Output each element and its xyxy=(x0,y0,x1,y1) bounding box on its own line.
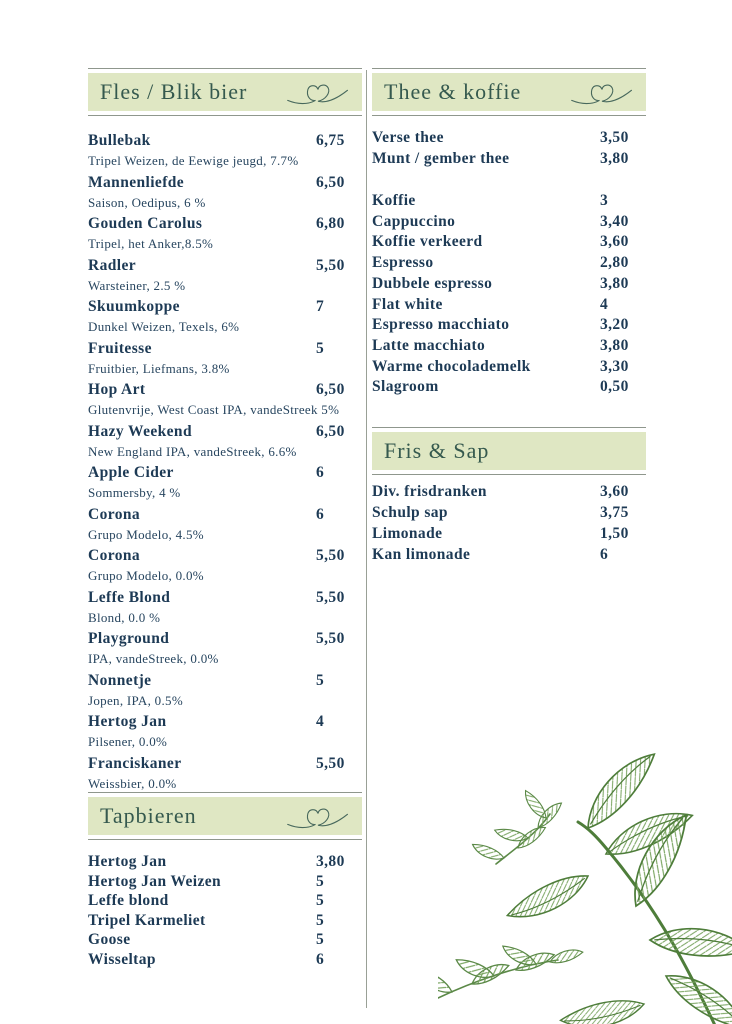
item-price: 6,75 xyxy=(316,132,345,149)
item-name: Kan limonade xyxy=(372,546,471,563)
item-name: Verse thee xyxy=(372,129,444,146)
menu-item xyxy=(372,523,646,544)
item-name: Koffie xyxy=(372,192,416,209)
menu-item xyxy=(88,421,364,462)
menu-item xyxy=(372,357,646,378)
heart-doodle-icon xyxy=(286,801,350,831)
list-fris-sap xyxy=(372,481,646,565)
menu-item xyxy=(88,930,364,950)
section-title-fris-sap: Fris & Sap xyxy=(384,438,490,463)
item-price: 1,50 xyxy=(600,525,629,542)
item-price: 5,50 xyxy=(316,256,345,274)
menu-item xyxy=(88,172,364,213)
item-description: Weissbier, 0.0% xyxy=(88,775,177,791)
item-price: 3,40 xyxy=(600,212,629,230)
item-price: 3,80 xyxy=(600,149,629,167)
item-price: 5 xyxy=(316,872,325,890)
item-price: 0,50 xyxy=(600,378,629,396)
item-name: Corona xyxy=(88,547,141,564)
item-price: 3,80 xyxy=(600,274,629,292)
item-name: Bullebak xyxy=(88,132,151,149)
heart-doodle-icon xyxy=(570,77,634,107)
item-description: Saison, Oedipus, 6 % xyxy=(88,194,206,210)
menu-item xyxy=(88,911,364,931)
item-price: 4 xyxy=(316,713,325,730)
menu-item xyxy=(372,502,646,523)
menu-item xyxy=(88,338,364,379)
item-price: 6 xyxy=(600,546,609,563)
item-price: 7 xyxy=(316,298,325,315)
section-header-tapbieren xyxy=(88,792,362,840)
menu-item xyxy=(88,255,364,296)
item-name: Slagroom xyxy=(372,378,439,396)
menu-item xyxy=(88,711,364,752)
menu-item xyxy=(88,504,364,545)
menu-item xyxy=(88,628,364,669)
item-description: IPA, vandeStreek, 0.0% xyxy=(88,651,219,666)
item-price: 3,30 xyxy=(600,357,629,375)
item-name: Hertog Jan xyxy=(88,713,167,730)
menu-item xyxy=(88,753,364,794)
item-name: Espresso xyxy=(372,254,434,272)
item-name: Hop Art xyxy=(88,381,146,398)
menu-item xyxy=(88,130,364,171)
menu-item xyxy=(88,296,364,337)
item-name: Playground xyxy=(88,630,170,647)
item-name: Gouden Carolus xyxy=(88,215,203,232)
menu-item xyxy=(88,872,364,892)
menu-item xyxy=(88,462,364,503)
item-price: 6,80 xyxy=(316,215,345,232)
menu-item xyxy=(372,377,646,398)
item-name: Franciskaner xyxy=(88,754,182,772)
menu-item xyxy=(88,891,364,911)
item-description: New England IPA, vandeStreek, 6.6% xyxy=(88,443,297,459)
item-name: Hertog Jan xyxy=(88,853,167,870)
section-header-fles-blik-bier xyxy=(88,68,362,116)
item-name: Corona xyxy=(88,505,141,523)
menu-item xyxy=(372,191,646,212)
item-price: 3,20 xyxy=(600,316,629,334)
item-price: 5 xyxy=(316,911,325,929)
menu-item xyxy=(88,379,364,420)
item-name: Hertog Jan Weizen xyxy=(88,872,222,890)
menu-item xyxy=(372,274,646,295)
item-price: 3,80 xyxy=(600,336,629,354)
item-price: 3,80 xyxy=(316,853,345,870)
menu-item xyxy=(372,253,646,274)
menu-item xyxy=(372,336,646,357)
item-name: Hazy Weekend xyxy=(88,422,192,440)
item-description: Glutenvrije, West Coast IPA, vandeStreek 5% xyxy=(88,402,340,417)
item-name: Dubbele espresso xyxy=(372,274,493,292)
menu-item xyxy=(88,950,364,970)
item-name: Warme chocolademelk xyxy=(372,357,531,375)
leaf-branch-illustration xyxy=(438,736,732,1024)
item-description: Tripel, het Anker,8.5% xyxy=(88,236,214,251)
item-name: Fruitesse xyxy=(88,339,152,357)
menu-item xyxy=(88,670,364,711)
item-name: Leffe Blond xyxy=(88,588,171,606)
item-description: Blond, 0.0 % xyxy=(88,609,161,625)
menu-item xyxy=(372,544,646,565)
item-name: Apple Cider xyxy=(88,464,174,481)
item-name: Nonnetje xyxy=(88,671,152,689)
item-name: Wisseltap xyxy=(88,950,156,968)
item-name: Tripel Karmeliet xyxy=(88,911,206,929)
item-price: 5 xyxy=(316,931,325,949)
section-header-fris-sap xyxy=(372,427,646,475)
item-price: 3,75 xyxy=(600,504,629,521)
item-name: Div. frisdranken xyxy=(372,483,487,500)
item-price: 2,80 xyxy=(600,254,629,272)
item-name: Mannenliefde xyxy=(88,173,185,191)
menu-item xyxy=(88,545,364,586)
item-name: Goose xyxy=(88,931,131,949)
item-price: 3,60 xyxy=(600,233,629,251)
section-title-tapbieren: Tapbieren xyxy=(100,803,197,828)
item-description: Sommersby, 4 % xyxy=(88,485,181,500)
item-name: Schulp sap xyxy=(372,504,448,521)
menu-item xyxy=(372,232,646,253)
item-name: Limonade xyxy=(372,525,443,542)
item-name: Flat white xyxy=(372,295,443,313)
menu-item xyxy=(372,295,646,316)
item-description: Jopen, IPA, 0.5% xyxy=(88,692,183,708)
item-price: 5,50 xyxy=(316,547,345,564)
section-header-thee-koffie xyxy=(372,68,646,116)
menu-item xyxy=(372,315,646,336)
item-price: 4 xyxy=(600,295,609,313)
item-description: Fruitbier, Liefmans, 3.8% xyxy=(88,360,230,376)
item-price: 5 xyxy=(316,339,325,357)
item-description: Grupo Modelo, 0.0% xyxy=(88,568,204,583)
item-name: Leffe blond xyxy=(88,892,169,910)
item-price: 5,50 xyxy=(316,630,345,647)
item-price: 6,50 xyxy=(316,381,345,398)
menu-item xyxy=(372,481,646,502)
menu-item xyxy=(372,149,646,170)
item-name: Radler xyxy=(88,256,137,274)
item-price: 6,50 xyxy=(316,173,345,191)
item-description: Dunkel Weizen, Texels, 6% xyxy=(88,319,240,334)
item-description: Grupo Modelo, 4.5% xyxy=(88,526,204,542)
menu-item xyxy=(372,128,646,149)
item-price: 5,50 xyxy=(316,754,345,772)
item-price: 6 xyxy=(316,950,325,968)
list-thee xyxy=(372,128,646,169)
item-price: 5 xyxy=(316,671,325,689)
list-fles-blik-bier xyxy=(88,130,364,794)
list-koffie xyxy=(372,191,646,398)
item-name: Latte macchiato xyxy=(372,336,486,354)
item-description: Pilsener, 0.0% xyxy=(88,734,168,749)
list-tapbieren xyxy=(88,852,364,970)
item-description: Warsteiner, 2.5 % xyxy=(88,277,186,293)
menu-item xyxy=(372,212,646,233)
menu-item xyxy=(88,213,364,254)
item-price: 3 xyxy=(600,192,609,209)
menu-item xyxy=(88,852,364,872)
section-title-thee-koffie: Thee & koffie xyxy=(384,79,522,104)
item-name: Espresso macchiato xyxy=(372,316,510,334)
item-name: Munt / gember thee xyxy=(372,149,510,167)
item-price: 6,50 xyxy=(316,422,345,440)
item-price: 5,50 xyxy=(316,588,345,606)
item-price: 6 xyxy=(316,464,325,481)
column-divider xyxy=(366,70,367,1008)
item-price: 3,50 xyxy=(600,129,629,146)
heart-doodle-icon xyxy=(286,77,350,107)
item-price: 6 xyxy=(316,505,325,523)
item-name: Cappuccino xyxy=(372,212,456,230)
item-price: 3,60 xyxy=(600,483,629,500)
item-name: Skuumkoppe xyxy=(88,298,180,315)
item-description: Tripel Weizen, de Eewige jeugd, 7.7% xyxy=(88,153,299,168)
section-title-fles-blik-bier: Fles / Blik bier xyxy=(100,79,248,104)
item-name: Koffie verkeerd xyxy=(372,233,483,251)
item-price: 5 xyxy=(316,892,325,910)
menu-item xyxy=(88,587,364,628)
